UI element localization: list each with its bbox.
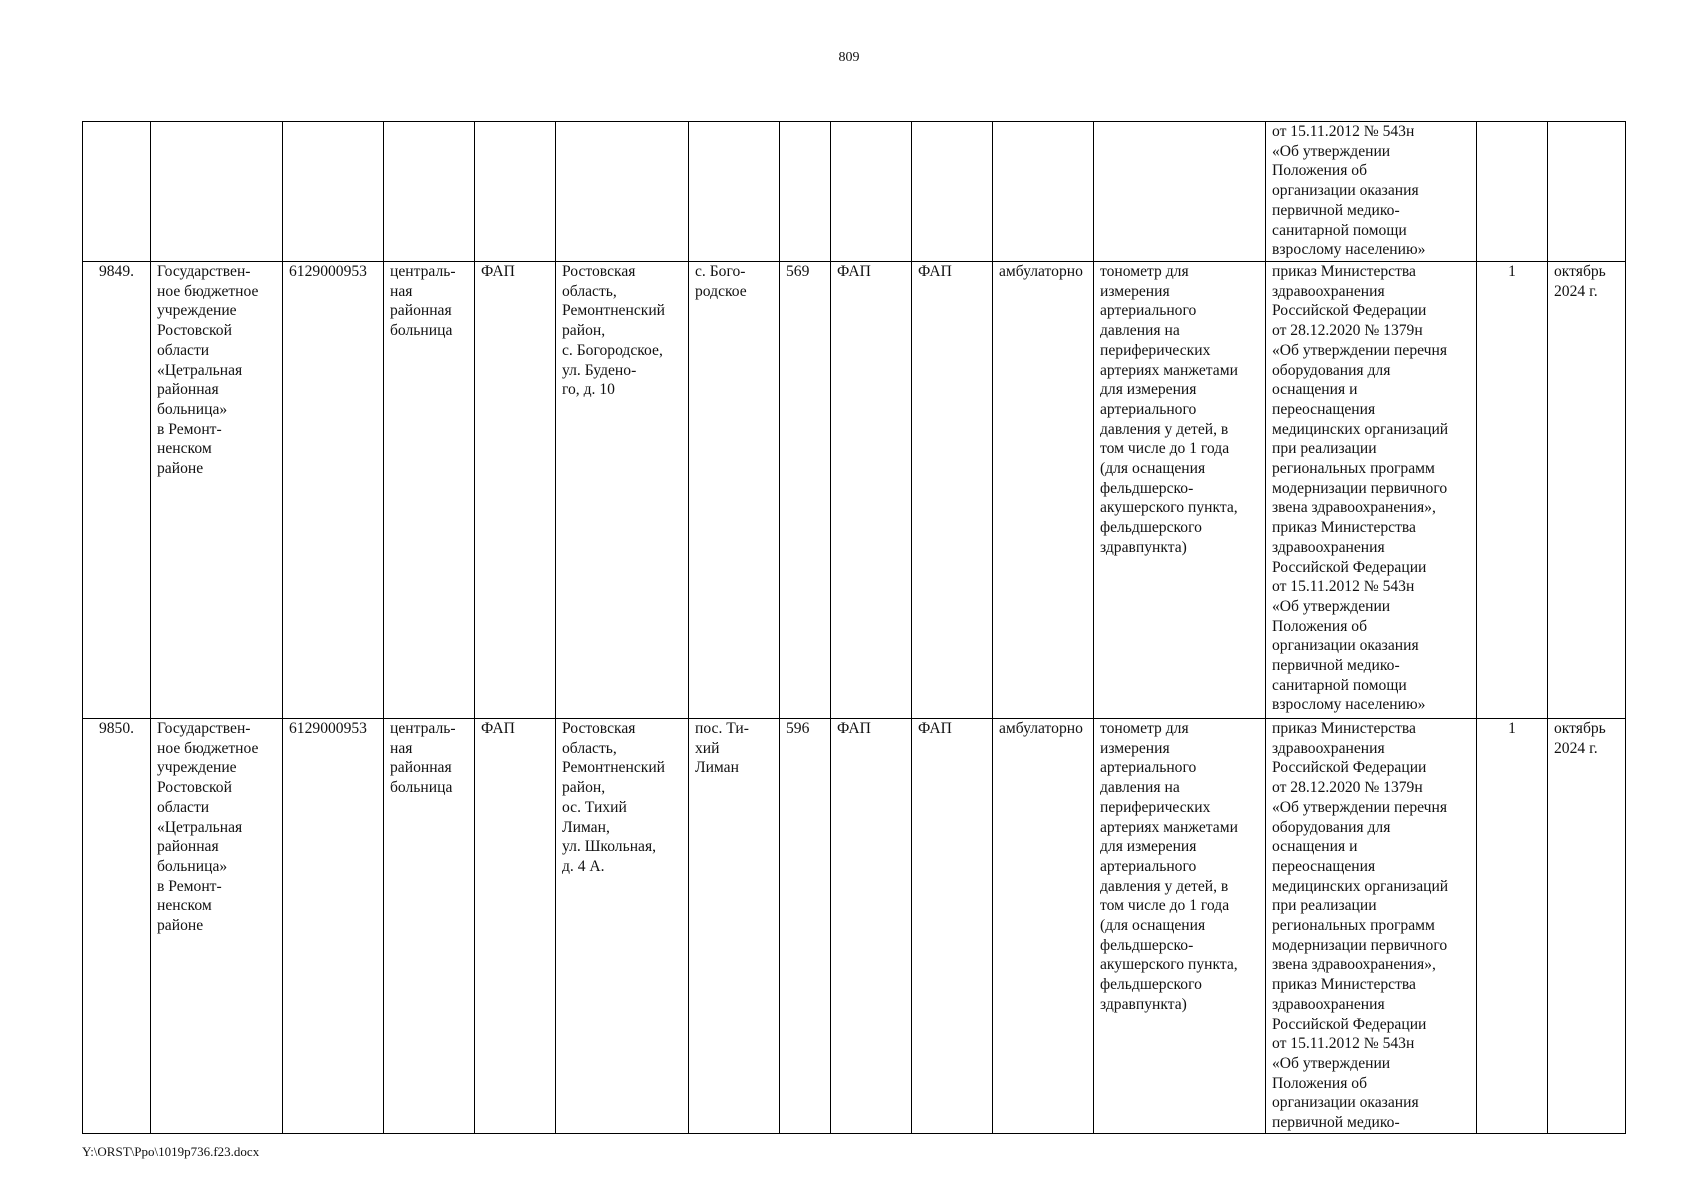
population-cell — [780, 122, 831, 262]
unit-cell: ФАП — [475, 719, 556, 1134]
organization-kind-cell: централь- ная районная больница — [384, 719, 475, 1134]
locality-cell — [689, 122, 780, 262]
table-row — [83, 122, 1626, 262]
locality-cell: пос. Ти- хий Лиман — [689, 719, 780, 1134]
row-number-cell — [83, 122, 151, 262]
equipment-cell: тонометр для измерения артериального давления на периферических артериях манжетами для измерения артериального давления у детей, в том числе до 1 года (для оснащения фельдшерско- акушерского пункта, фельдшерского здравпункта) — [1094, 262, 1266, 719]
care-form-cell: амбулаторно — [993, 719, 1094, 1134]
legal-basis-cell: приказ Министерства здравоохранения Российской Федерации от 28.12.2020 № 1379н «Об утверждении перечня оборудования для оснащения и переоснащения медицинских организаций при реализации региональных программ модернизации первичного звена здравоохранения», приказ Министерства здравоохранения Российской Федерации от 15.11.2012 № 543н «Об утверждении Положения об организации оказания первичной медико- санитарной помощи взрослому населению» — [1266, 262, 1477, 719]
type-cell — [912, 122, 993, 262]
date-cell — [1548, 122, 1626, 262]
page-number: 809 — [838, 50, 860, 65]
organization-kind-cell: централь- ная районная больница — [384, 262, 475, 719]
organization-kind-cell — [384, 122, 475, 262]
equipment-cell: тонометр для измерения артериального давления на периферических артериях манжетами для измерения артериального давления у детей, в том числе до 1 года (для оснащения фельдшерско- акушерского пункта, фельдшерского здравпункта) — [1094, 719, 1266, 1134]
address-cell — [556, 122, 689, 262]
inn-cell: 6129000953 — [283, 262, 384, 719]
inn-cell — [283, 122, 384, 262]
table-row — [83, 262, 1626, 719]
quantity-cell: 1 — [1477, 262, 1548, 719]
row-number-cell: 9849. — [83, 262, 151, 719]
document-file-path: Y:\ORST\Ppo\1019p736.f23.docx — [82, 1144, 260, 1159]
inn-cell: 6129000953 — [283, 719, 384, 1134]
locality-cell: с. Бого- родское — [689, 262, 780, 719]
unit-cell: ФАП — [475, 262, 556, 719]
equipment-table — [82, 121, 1626, 1134]
type-cell: ФАП — [831, 719, 912, 1134]
table-row — [83, 719, 1626, 1134]
date-cell: октябрь 2024 г. — [1548, 262, 1626, 719]
quantity-cell: 1 — [1477, 719, 1548, 1134]
organization-cell: Государствен- ное бюджетное учреждение Ростовской области «Цетральная районная больница» в Ремонт- ненском районе — [151, 719, 283, 1134]
address-cell: Ростовская область, Ремонтненский район, ос. Тихий Лиман, ул. Школьная, д. 4 А. — [556, 719, 689, 1134]
organization-cell: Государствен- ное бюджетное учреждение Ростовской области «Цетральная районная больница» в Ремонт- ненском районе — [151, 262, 283, 719]
equipment-cell — [1094, 122, 1266, 262]
care-form-cell: амбулаторно — [993, 262, 1094, 719]
unit-cell — [475, 122, 556, 262]
type-cell — [831, 122, 912, 262]
type-cell: ФАП — [831, 262, 912, 719]
row-number-cell: 9850. — [83, 719, 151, 1134]
address-cell: Ростовская область, Ремонтненский район, с. Богородское, ул. Буденo- го, д. 10 — [556, 262, 689, 719]
population-cell: 569 — [780, 262, 831, 719]
type-cell: ФАП — [912, 719, 993, 1134]
population-cell: 596 — [780, 719, 831, 1134]
type-cell: ФАП — [912, 262, 993, 719]
organization-cell — [151, 122, 283, 262]
care-form-cell — [993, 122, 1094, 262]
quantity-cell — [1477, 122, 1548, 262]
date-cell: октябрь 2024 г. — [1548, 719, 1626, 1134]
legal-basis-cell: от 15.11.2012 № 543н «Об утверждении Положения об организации оказания первичной медико- санитарной помощи взрослому населению» — [1266, 122, 1477, 262]
legal-basis-cell: приказ Министерства здравоохранения Российской Федерации от 28.12.2020 № 1379н «Об утверждении перечня оборудования для оснащения и переоснащения медицинских организаций при реализации региональных программ модернизации первичного звена здравоохранения», приказ Министерства здравоохранения Российской Федерации от 15.11.2012 № 543н «Об утверждении Положения об организации оказания первичной медико- — [1266, 719, 1477, 1134]
